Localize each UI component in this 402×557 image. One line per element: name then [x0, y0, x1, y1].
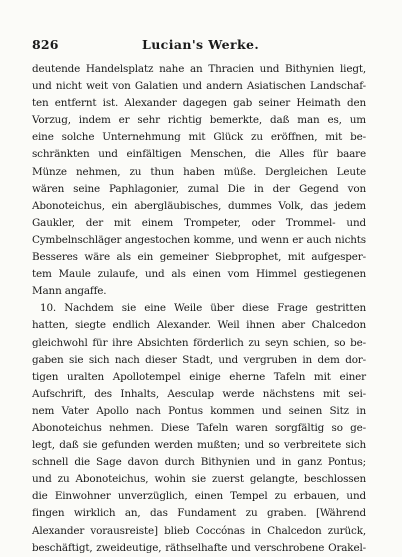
text-line: und nicht weit von Galatien und andern Asiatischen Landschaf-: [32, 80, 366, 93]
text-line: Abonoteichus nehmen. Diese Tafeln waren sorgfältig so ge-: [32, 421, 366, 434]
running-title: Lucian's Werke.: [142, 37, 260, 52]
paragraph-start-line: 10. Nachdem sie eine Weile über diese Frage gestritten: [40, 302, 366, 315]
text-line: beschäftigt, zweideutige, räthselhafte und verschrobene Orakel-: [32, 541, 366, 554]
page-header: [32, 37, 366, 55]
text-line: tigen uralten Apollotempel einige eherne Tafeln mit einer: [32, 370, 366, 383]
text-line: ten entfernt ist. Alexander dagegen gab seiner Heimath den: [32, 97, 366, 110]
paragraph-end-line: Mann angaffe.: [32, 285, 107, 298]
text-line: gleichwohl für ihre Absichten förderlich zu seyn schien, so be-: [32, 336, 366, 349]
text-line: Aufschrift, des Inhalts, Aesculap werde nächstens mit sei-: [32, 387, 366, 400]
text-line: tem Maule zulaufe, und als einen vom Himmel gestiegenen: [32, 268, 366, 281]
text-line: legt, daß sie gefunden werden mußten; und so verbreitete sich: [32, 439, 366, 452]
text-line: Vorzug, indem er sehr richtig bemerkte, daß man es, um: [32, 114, 366, 127]
text-line: deutende Handelsplatz nahe an Thracien und Bithynien liegt,: [32, 63, 366, 75]
text-line: fingen wirklich an, das Fundament zu graben. [Während: [32, 507, 366, 520]
text-line: Besseres wäre als ein gemeiner Siebprophet, mit aufgesper-: [32, 251, 366, 264]
body-text: [32, 61, 366, 557]
text-line: Abonoteichus, ein abergläubisches, dummes Volk, das jedem: [32, 199, 366, 212]
text-line: hatten, siegte endlich Alexander. Weil ihnen aber Chalcedon: [32, 319, 366, 332]
page-number: 826: [32, 37, 59, 52]
text-line: gaben sie sich nach dieser Stadt, und vergruben in dem dor-: [32, 353, 366, 366]
text-line: wären seine Paphlagonier, zumal Die in der Gegend von: [32, 182, 366, 195]
text-line: Gaukler, der mit einem Trompeter, oder Trommel- und: [32, 216, 366, 229]
text-line: und zu Abonoteichus, wohin sie zuerst gelangte, beschlossen: [32, 473, 366, 486]
text-line: nem Vater Apollo nach Pontus kommen und seinen Sitz in: [32, 404, 366, 417]
text-line: schnell die Sage davon durch Bithynien und in ganz Pontus;: [32, 456, 366, 469]
text-line: Alexander vorausreiste] blieb Coccónas in Chalcedon zurück,: [32, 524, 366, 537]
text-line: eine solche Unternehmung mit Glück zu eröffnen, mit be-: [32, 131, 366, 144]
text-line: Cymbelnschläger angestochen komme, und wenn er auch nichts: [32, 233, 366, 246]
text-line: die Einwohner unverzüglich, einen Tempel zu erbauen, und: [32, 490, 366, 503]
text-line: Münze nehmen, zu thun haben müße. Dergleichen Leute: [32, 165, 366, 178]
text-line: schränkten und einfältigen Menschen, die Alles für baare: [32, 148, 366, 161]
